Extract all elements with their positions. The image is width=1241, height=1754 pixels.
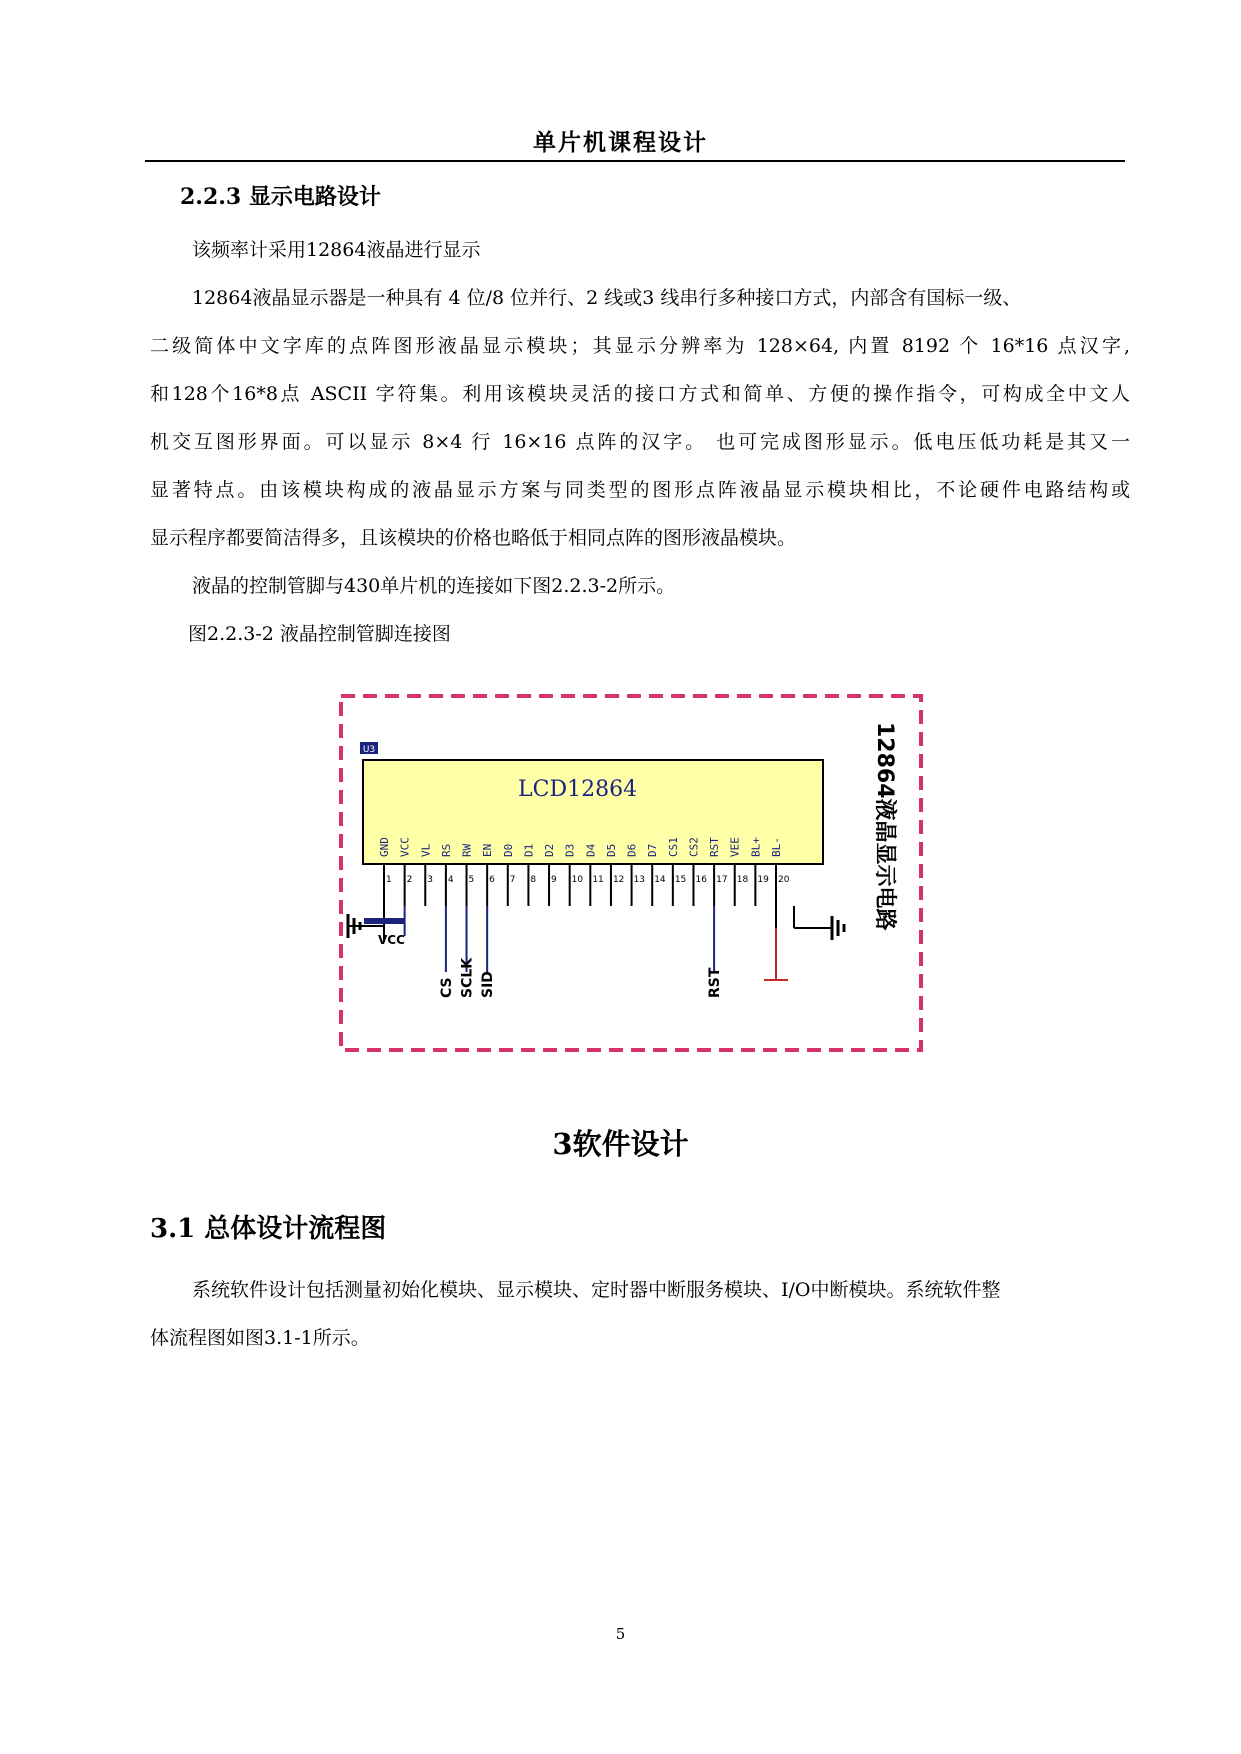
pin-number: 10 (571, 875, 584, 885)
lcd-chip-label: LCD12864 (518, 777, 638, 802)
figure-caption: 图2.2.3-2 液晶控制管脚连接图 (188, 623, 451, 645)
page-number: 5 (615, 1625, 626, 1643)
pin-label: VCC (398, 837, 412, 857)
pin-number: 15 (674, 875, 687, 885)
lcd-pin-connection-figure (338, 692, 926, 1054)
paragraph-line: 机交互图形界面。可以显示 8×4 行 16×16 点阵的汉字。 也可完成图形显示。低电压低功耗是其又一 (150, 431, 1130, 453)
pin-group (378, 837, 790, 906)
pin-label: RW (460, 843, 474, 857)
pin-label: D4 (584, 843, 598, 857)
paragraph-line: 显示程序都要简洁得多，且该模块的价格也略低于相同点阵的图形液晶模块。 (150, 527, 797, 549)
pin-label: D5 (604, 843, 618, 857)
section-heading-2-2-3: 2.2.3 显示电路设计 (180, 184, 381, 210)
paragraph-line: 显著特点。由该模块构成的液晶显示方案与同类型的图形点阵液晶显示模块相比，不论硬件电路结构或 (150, 479, 1130, 501)
pin-number: 11 (592, 875, 604, 885)
pin-number: 3 (427, 875, 433, 885)
pin-number: 16 (695, 875, 707, 885)
pin-number: 18 (736, 875, 749, 885)
pin-number: 4 (447, 875, 454, 885)
paragraph-line: 液晶的控制管脚与430单片机的连接如下图2.2.3-2所示。 (192, 575, 676, 597)
paragraph-line: 二级简体中文字库的点阵图形液晶显示模块；其显示分辨率为 128×64, 内置 8192 个 16*16 点汉字, (150, 335, 1130, 357)
net-label: SCLK (459, 957, 476, 998)
pin-number: 6 (489, 875, 495, 885)
pin-number: 1 (386, 875, 392, 885)
pin-number: 20 (778, 875, 790, 885)
pin-label: CS2 (687, 837, 701, 857)
pin-label: RS (439, 843, 453, 857)
paragraph-line: 该频率计采用12864液晶进行显示 (192, 239, 481, 261)
running-header: 单片机课程设计 (533, 130, 708, 156)
pin-number: 7 (509, 875, 516, 885)
pin-label: D2 (543, 843, 557, 857)
pin-number: 19 (757, 875, 769, 885)
pin-label: D1 (522, 843, 536, 857)
pin-label: EN (481, 843, 495, 857)
pin-number: 17 (716, 875, 728, 885)
pin-label: CS1 (666, 837, 680, 857)
header-rule (145, 160, 1125, 162)
pin-number: 12 (612, 875, 625, 885)
pin-number: 9 (551, 875, 557, 885)
paragraph-line: 系统软件设计包括测量初始化模块、显示模块、定时器中断服务模块、I/O中断模块。系统软件整 (192, 1279, 1001, 1301)
pin-label: BL+ (749, 837, 763, 857)
figure-side-label: 12864液晶显示电路 (872, 722, 897, 931)
net-bus-bar (364, 918, 404, 924)
chapter-title: 3软件设计 (552, 1127, 689, 1161)
pin-label: VEE (728, 837, 742, 857)
net-label-group (364, 906, 723, 998)
paragraph-line: 12864液晶显示器是一种具有 4 位/8 位并行、2 线或3 线串行多种接口方式，内部含有国标一级、 (192, 287, 1022, 309)
pin-label: RST (708, 837, 722, 857)
pin-label: D6 (625, 843, 639, 857)
pin-label: D0 (501, 843, 515, 857)
net-label: CS (438, 977, 455, 998)
section-heading-3-1: 3.1 总体设计流程图 (150, 1214, 387, 1244)
pin-number: 5 (468, 875, 475, 885)
pin-label: GND (378, 837, 391, 857)
pin-label: D3 (563, 843, 577, 857)
paragraph-line: 体流程图如图3.1-1所示。 (150, 1327, 370, 1349)
pin-label: D7 (646, 843, 660, 857)
net-label: VCC (378, 933, 405, 947)
net-label: SID (480, 971, 497, 998)
component-tag: U3 (362, 745, 376, 755)
pin-number: 2 (406, 875, 413, 885)
pin-number: 8 (530, 875, 537, 885)
pin-label: VL (419, 843, 433, 857)
pin-number: 14 (654, 875, 666, 885)
paragraph-line: 和128个16*8点 ASCII 字符集。利用该模块灵活的接口方式和简单、方便的操作指令，可构成全中文人 (150, 383, 1130, 405)
net-label: RST (707, 967, 724, 998)
pin-number: 13 (633, 875, 646, 885)
pin-label: BL- (770, 837, 783, 857)
